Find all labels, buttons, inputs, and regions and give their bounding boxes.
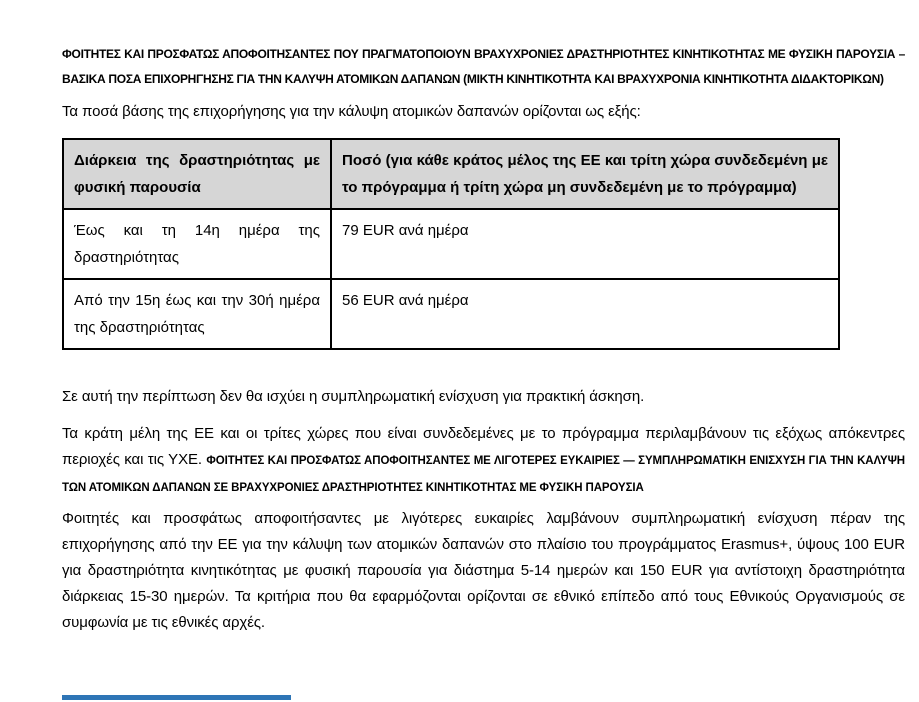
table-header-row — [63, 139, 839, 209]
table-header-amount: Ποσό (για κάθε κράτος μέλος της ΕΕ και τρίτη χώρα συνδεδεμένη με το πρόγραμμα ή τρίτη χώρα μη συνδεδεμένη με το πρόγραμμα) — [331, 139, 839, 209]
traineeship-note-paragraph: Σε αυτή την περίπτωση δεν θα ισχύει η συμπληρωματική ενίσχυση για πρακτική άσκηση. — [62, 388, 645, 405]
table-header-duration: Διάρκεια της δραστηριότητας με φυσική παρουσία — [63, 139, 331, 209]
countries-paragraph — [62, 421, 905, 501]
table-row — [63, 209, 839, 279]
amount-cell: 56 EUR ανά ημέρα — [331, 279, 839, 349]
inclusion-heading: ΦΟΙΤΗΤΕΣ ΚΑΙ ΠΡΟΣΦΑΤΩΣ ΑΠΟΦΟΙΤΗΣΑΝΤΕΣ ΜΕ ΛΙΓΟΤΕΡΕΣ ΕΥΚΑΙΡΙΕΣ — ΣΥΜΠΛΗΡΩΜΑΤΙΚΗ ΕΝΙΣΧΥΣΗ ΓΙΑ ΤΗΝ ΚΑΛΥΨΗ ΤΩΝ ΑΤΟΜΙΚΩΝ ΔΑΠΑΝΩΝ ΣΕ ΒΡΑΧΥΧΡΟΝΙΕΣ ΔΡΑΣΤΗΡΙΟΤΗΤΕΣ ΚΙΝΗΤΙΚΟΤΗΤΑΣ ΜΕ ΦΥΣΙΚΗ ΠΑΡΟΥΣΙΑ — [62, 455, 905, 494]
amount-cell: 79 EUR ανά ημέρα — [331, 209, 839, 279]
countries-text: Τα κράτη μέλη της ΕΕ και οι τρίτες χώρες που είναι συνδεδεμένες με το πρόγραμμα περιλαμβάνουν τις εξόχως απόκεντρες περιοχές και τις ΥΧΕ. — [62, 425, 905, 468]
duration-cell: Από την 15η έως και την 30ή ημέρα της δραστηριότητας — [63, 279, 331, 349]
section-heading: ΦΟΙΤΗΤΕΣ ΚΑΙ ΠΡΟΣΦΑΤΩΣ ΑΠΟΦΟΙΤΗΣΑΝΤΕΣ ΠΟΥ ΠΡΑΓΜΑΤΟΠΟΙΟΥΝ ΒΡΑΧΥΧΡΟΝΙΕΣ ΔΡΑΣΤΗΡΙΟΤΗΤΕΣ ΚΙΝΗΤΙΚΟΤΗΤΑΣ ΜΕ ΦΥΣΙΚΗ ΠΑΡΟΥΣΙΑ – ΒΑΣΙΚΑ ΠΟΣΑ ΕΠΙΧΟΡΗΓΗΣΗΣ ΓΙΑ ΤΗΝ ΚΑΛΥΨΗ ΑΤΟΜΙΚΩΝ ΔΑΠΑΝΩΝ (ΜΙΚΤΗ ΚΙΝΗΤΙΚΟΤΗΤΑ ΚΑΙ ΒΡΑΧΥΧΡΟΝΙΑ ΚΙΝΗΤΙΚΟΤΗΤΑ ΔΙΔΑΚΤΟΡΙΚΩΝ) — [62, 47, 905, 86]
topup-paragraph: Φοιτητές και προσφάτως αποφοιτήσαντες με λιγότερες ευκαιρίες λαμβάνουν συμπληρωματική ενίσχυση πέραν της επιχορήγησης από την ΕΕ για την κάλυψη των ατομικών δαπανών στο πλαίσιο του προγράμματος Erasmus+, ύψους 100 EUR για δραστηριότητα κινητικότητας με φυσική παρουσία για διάστημα 5-14 ημερών και 150 EUR για αντίστοιχη δραστηριότητα διάρκειας 15-30 ημερών. Τα κριτήρια που θα εφαρμόζονται ορίζονται σε εθνικό επίπεδο από τους Εθνικούς Οργανισμούς σε συμφωνία με τις εθνικές αρχές. — [62, 510, 905, 631]
intro-paragraph: Τα ποσά βάσης της επιχορήγησης για την κάλυψη ατομικών δαπανών ορίζονται ως εξής: — [62, 103, 641, 120]
per-diem-table — [62, 138, 840, 350]
duration-cell: Έως και τη 14η ημέρα της δραστηριότητας — [63, 209, 331, 279]
bottom-blue-bar — [62, 695, 291, 700]
table-row — [63, 279, 839, 349]
